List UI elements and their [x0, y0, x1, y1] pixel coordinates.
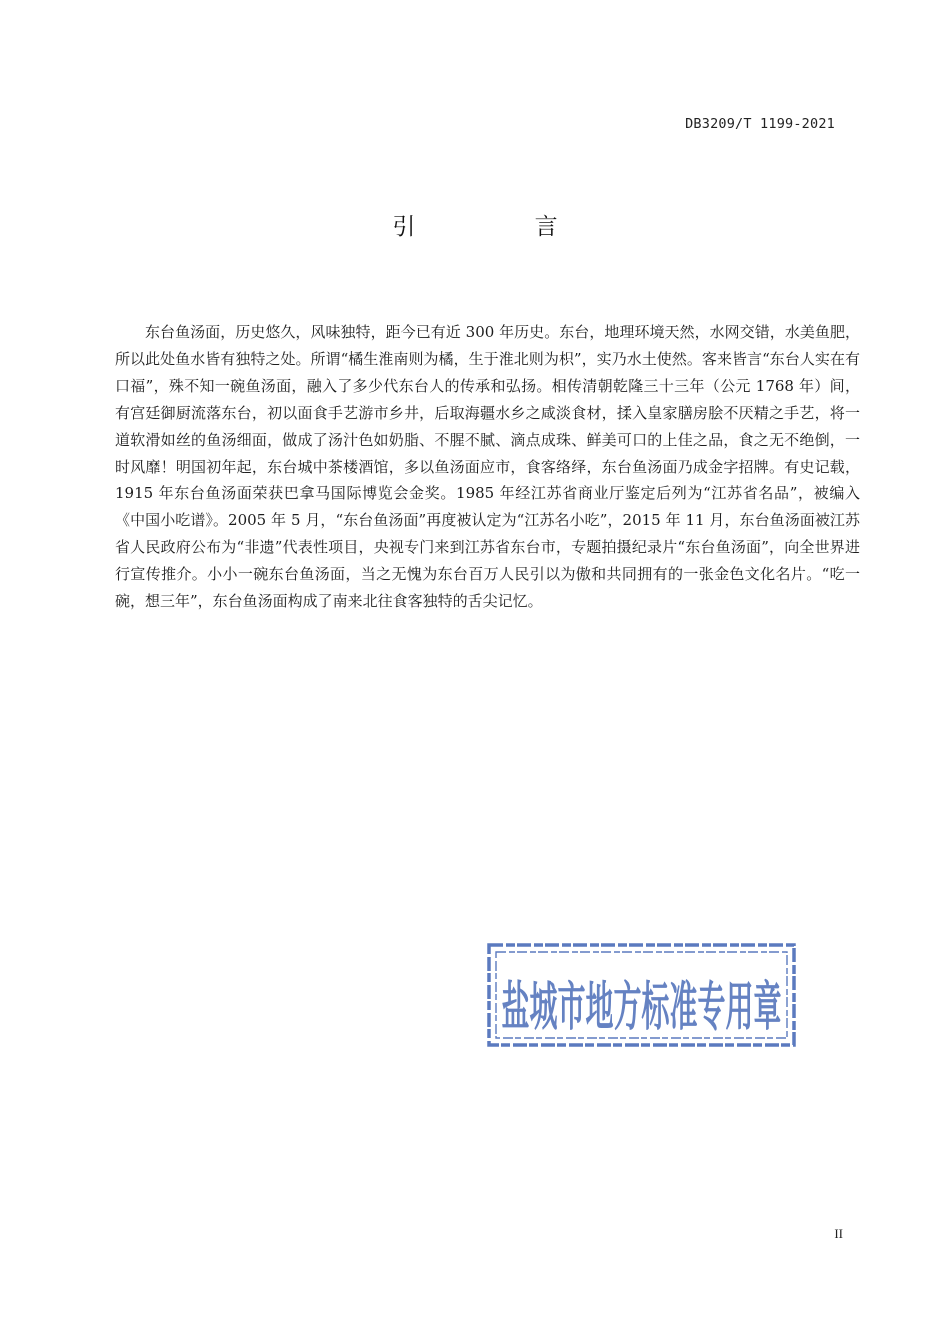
body-paragraph: 东台鱼汤面，历史悠久，风味独特，距今已有近 300 年历史。东台，地理环境天然，水网交错，水美鱼肥，所以此处鱼水皆有独特之处。所谓“橘生淮南则为橘，生于淮北则为枳”，实乃水土使然。客来皆言“东台人实在有口福”，殊不知一碗鱼汤面，融入了多少代东台人的传承和弘扬。相传清朝乾隆三十三年（公元 1768 年）间，有宫廷御厨流落东台，初以面食手艺游市乡井，后取海疆水乡之咸淡食材，揉入皇家膳房脍不厌精之手艺，将一道软滑如丝的鱼汤细面，做成了汤汁色如奶脂、不腥不腻、滴点成珠、鲜美可口的上佳之品，食之无不绝倒，一时风靡！明国初年起，东台城中茶楼酒馆，多以鱼汤面应市，食客络绎，东台鱼汤面乃成金字招牌。有史记载，1915 年东台鱼汤面荣获巴拿马国际博览会金奖。1985 年经江苏省商业厅鉴定后列为“江苏省名品”，被编入《中国小吃谱》。2005 年 5 月，“东台鱼汤面”再度被认定为“江苏名小吃”，2015 年 11 月，东台鱼汤面被江苏省人民政府公布为“非遗”代表性项目，央视专门来到江苏省东台市，专题拍摄纪录片“东台鱼汤面”，向全世界进行宣传推介。小小一碗东台鱼汤面，当之无愧为东台百万人民引以为傲和共同拥有的一张金色文化名片。“吃一碗，想三年”，东台鱼汤面构成了南来北往食客独特的舌尖记忆。	[115, 323, 860, 611]
standard-code: DB3209/T 1199-2021	[685, 116, 835, 132]
section-title: 引 言	[392, 214, 614, 240]
page-number: II	[834, 1226, 843, 1241]
seal-lettering: 盐城市地方标准专用章	[501, 977, 782, 1038]
official-seal-stamp	[487, 943, 796, 1047]
